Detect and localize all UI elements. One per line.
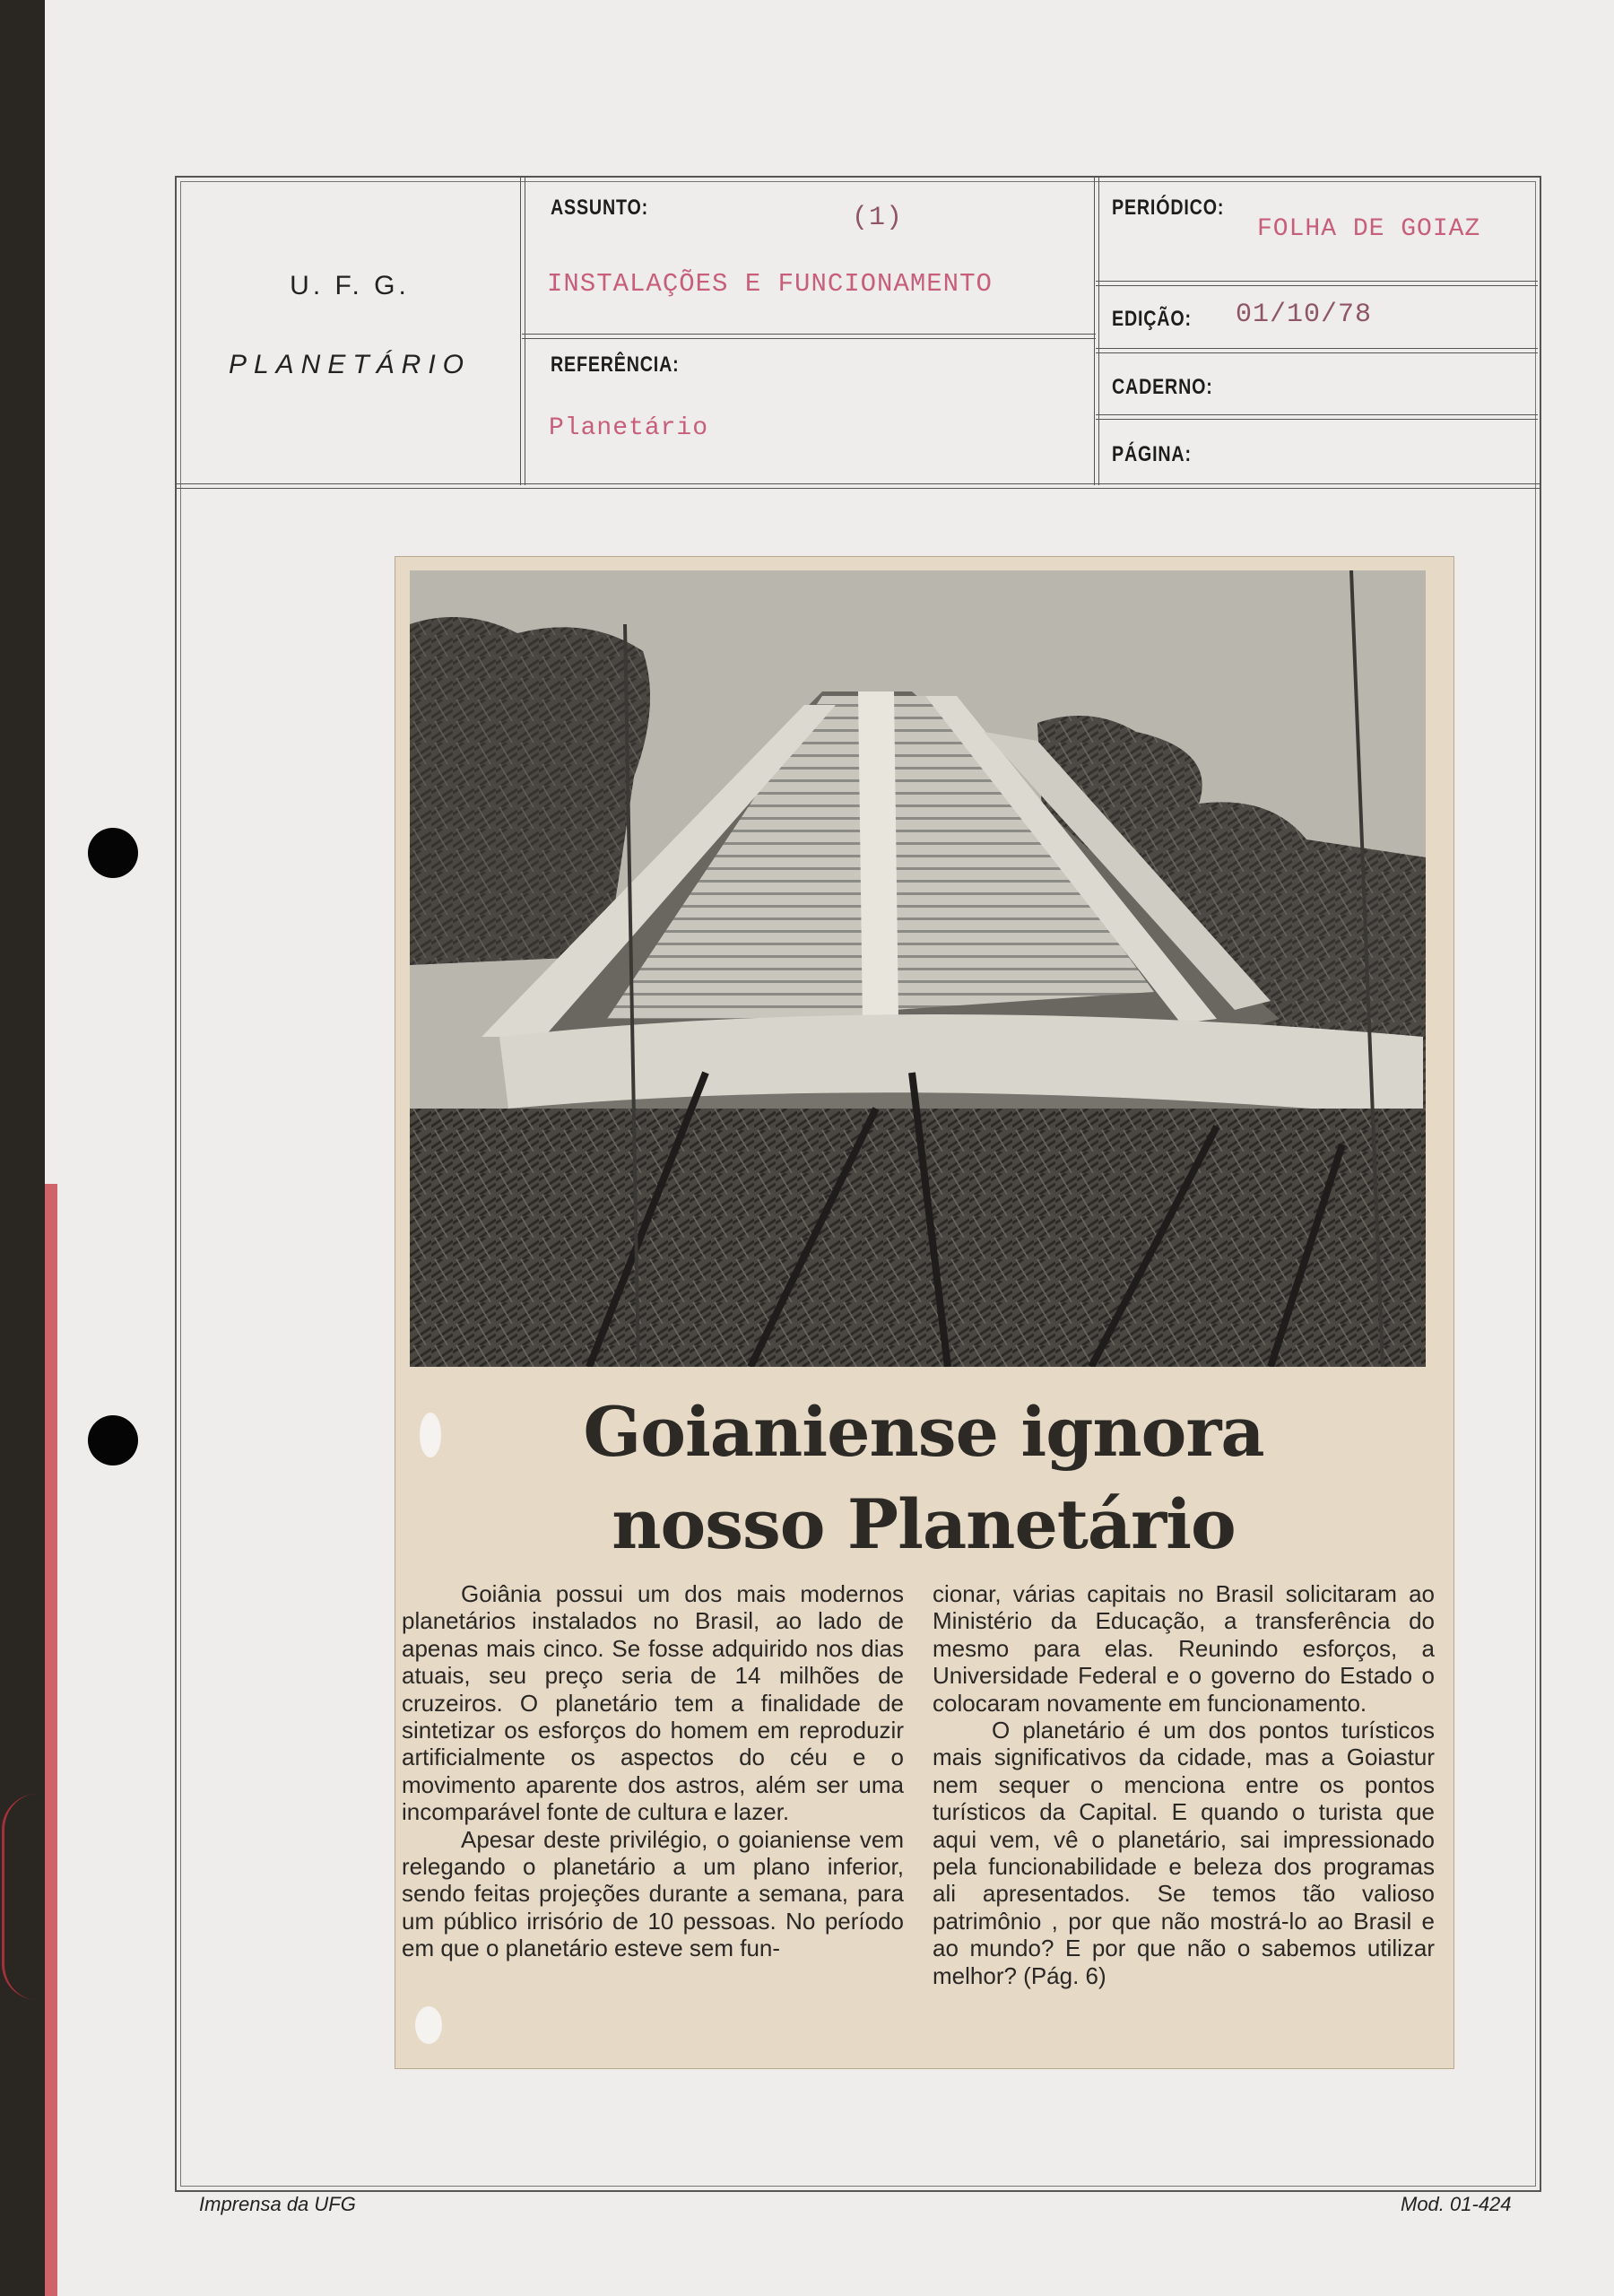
edicao-value: 01/10/78: [1236, 300, 1373, 330]
department: PLANETÁRIO: [228, 350, 472, 379]
article-column-1: [402, 1580, 904, 1962]
divider: [1096, 348, 1538, 353]
paragraph: cionar, várias capitais no Brasil solicitaram ao Ministério da Educação, a transferência do mesmo para elas. Reunindo esforços, a Universidade Federal e o governo do Estado o colocaram novamente em funcionamento.: [933, 1580, 1435, 1717]
divider: [175, 483, 1540, 489]
divider: [1096, 281, 1538, 286]
footer-printer: Imprensa da UFG: [199, 2193, 356, 2215]
sheet-edge: [45, 1184, 57, 2296]
divider: [520, 176, 525, 485]
periodico-label: PERIÓDICO:: [1112, 196, 1225, 220]
planetarium-photo: [410, 570, 1426, 1367]
divider: [1096, 414, 1538, 420]
divider: [522, 334, 1096, 339]
edicao-label: EDIÇÃO:: [1112, 307, 1192, 331]
assunto-label: ASSUNTO:: [551, 196, 648, 220]
binding-string: [2, 1794, 51, 2000]
paragraph: Apesar deste privilégio, o goianiense vem relegando o planetário a um plano inferior, sendo feitas projeções durante a semana, para um público irrisório de 10 pessoas. No período em que o planetário esteve sem fun-: [402, 1825, 904, 1962]
assunto-value: INSTALAÇÕES E FUNCIONAMENTO: [547, 269, 993, 299]
institution: U. F. G.: [290, 271, 410, 300]
clipping-hole: [415, 2006, 442, 2044]
headline-line-1: Goianiense ignora: [583, 1392, 1264, 1472]
assunto-number: (1): [852, 203, 904, 233]
caderno-label: CADERNO:: [1112, 375, 1213, 399]
punch-hole-bottom: [88, 1415, 138, 1465]
headline-line-2: nosso Planetário: [612, 1484, 1236, 1564]
footer-model: Mod. 01-424: [1401, 2193, 1512, 2215]
article-column-2: [933, 1580, 1435, 1989]
punch-hole-top: [88, 828, 138, 878]
periodico-value: FOLHA DE GOIAZ: [1257, 215, 1481, 243]
paragraph: Goiânia possui um dos mais modernos planetários instalados no Brasil, ao lado de apenas mais cinco. Se fosse adquirido nos dias atuais, seu preço seria de 14 milhões de cruzeiros. O planetário tem a finalidade de sintetizar os esforços do homem em reproduzir artificialmente os aspectos do céu e o movimento aparente dos astros, além ser uma incomparável fonte de cultura e lazer.: [402, 1580, 904, 1826]
referencia-label: REFERÊNCIA:: [551, 352, 680, 377]
referencia-value: Planetário: [549, 414, 709, 442]
clipping-hole: [420, 1413, 441, 1457]
paragraph: O planetário é um dos pontos turísticos mais significativos da cidade, mas a Goiastur nem sequer o menciona entre os pontos turísticos da Capital. E quando o turista que aqui vem, vê o planetário, sai impressionado pela funcionabilidade e beleza dos programas ali apresentados. Se temos tão valioso patrimônio , por que não mostrá-lo ao Brasil e ao mundo? E por que não o sabemos utilizar melhor? (Pág. 6): [933, 1717, 1435, 1989]
pagina-label: PÁGINA:: [1112, 442, 1192, 466]
divider: [1094, 176, 1099, 485]
